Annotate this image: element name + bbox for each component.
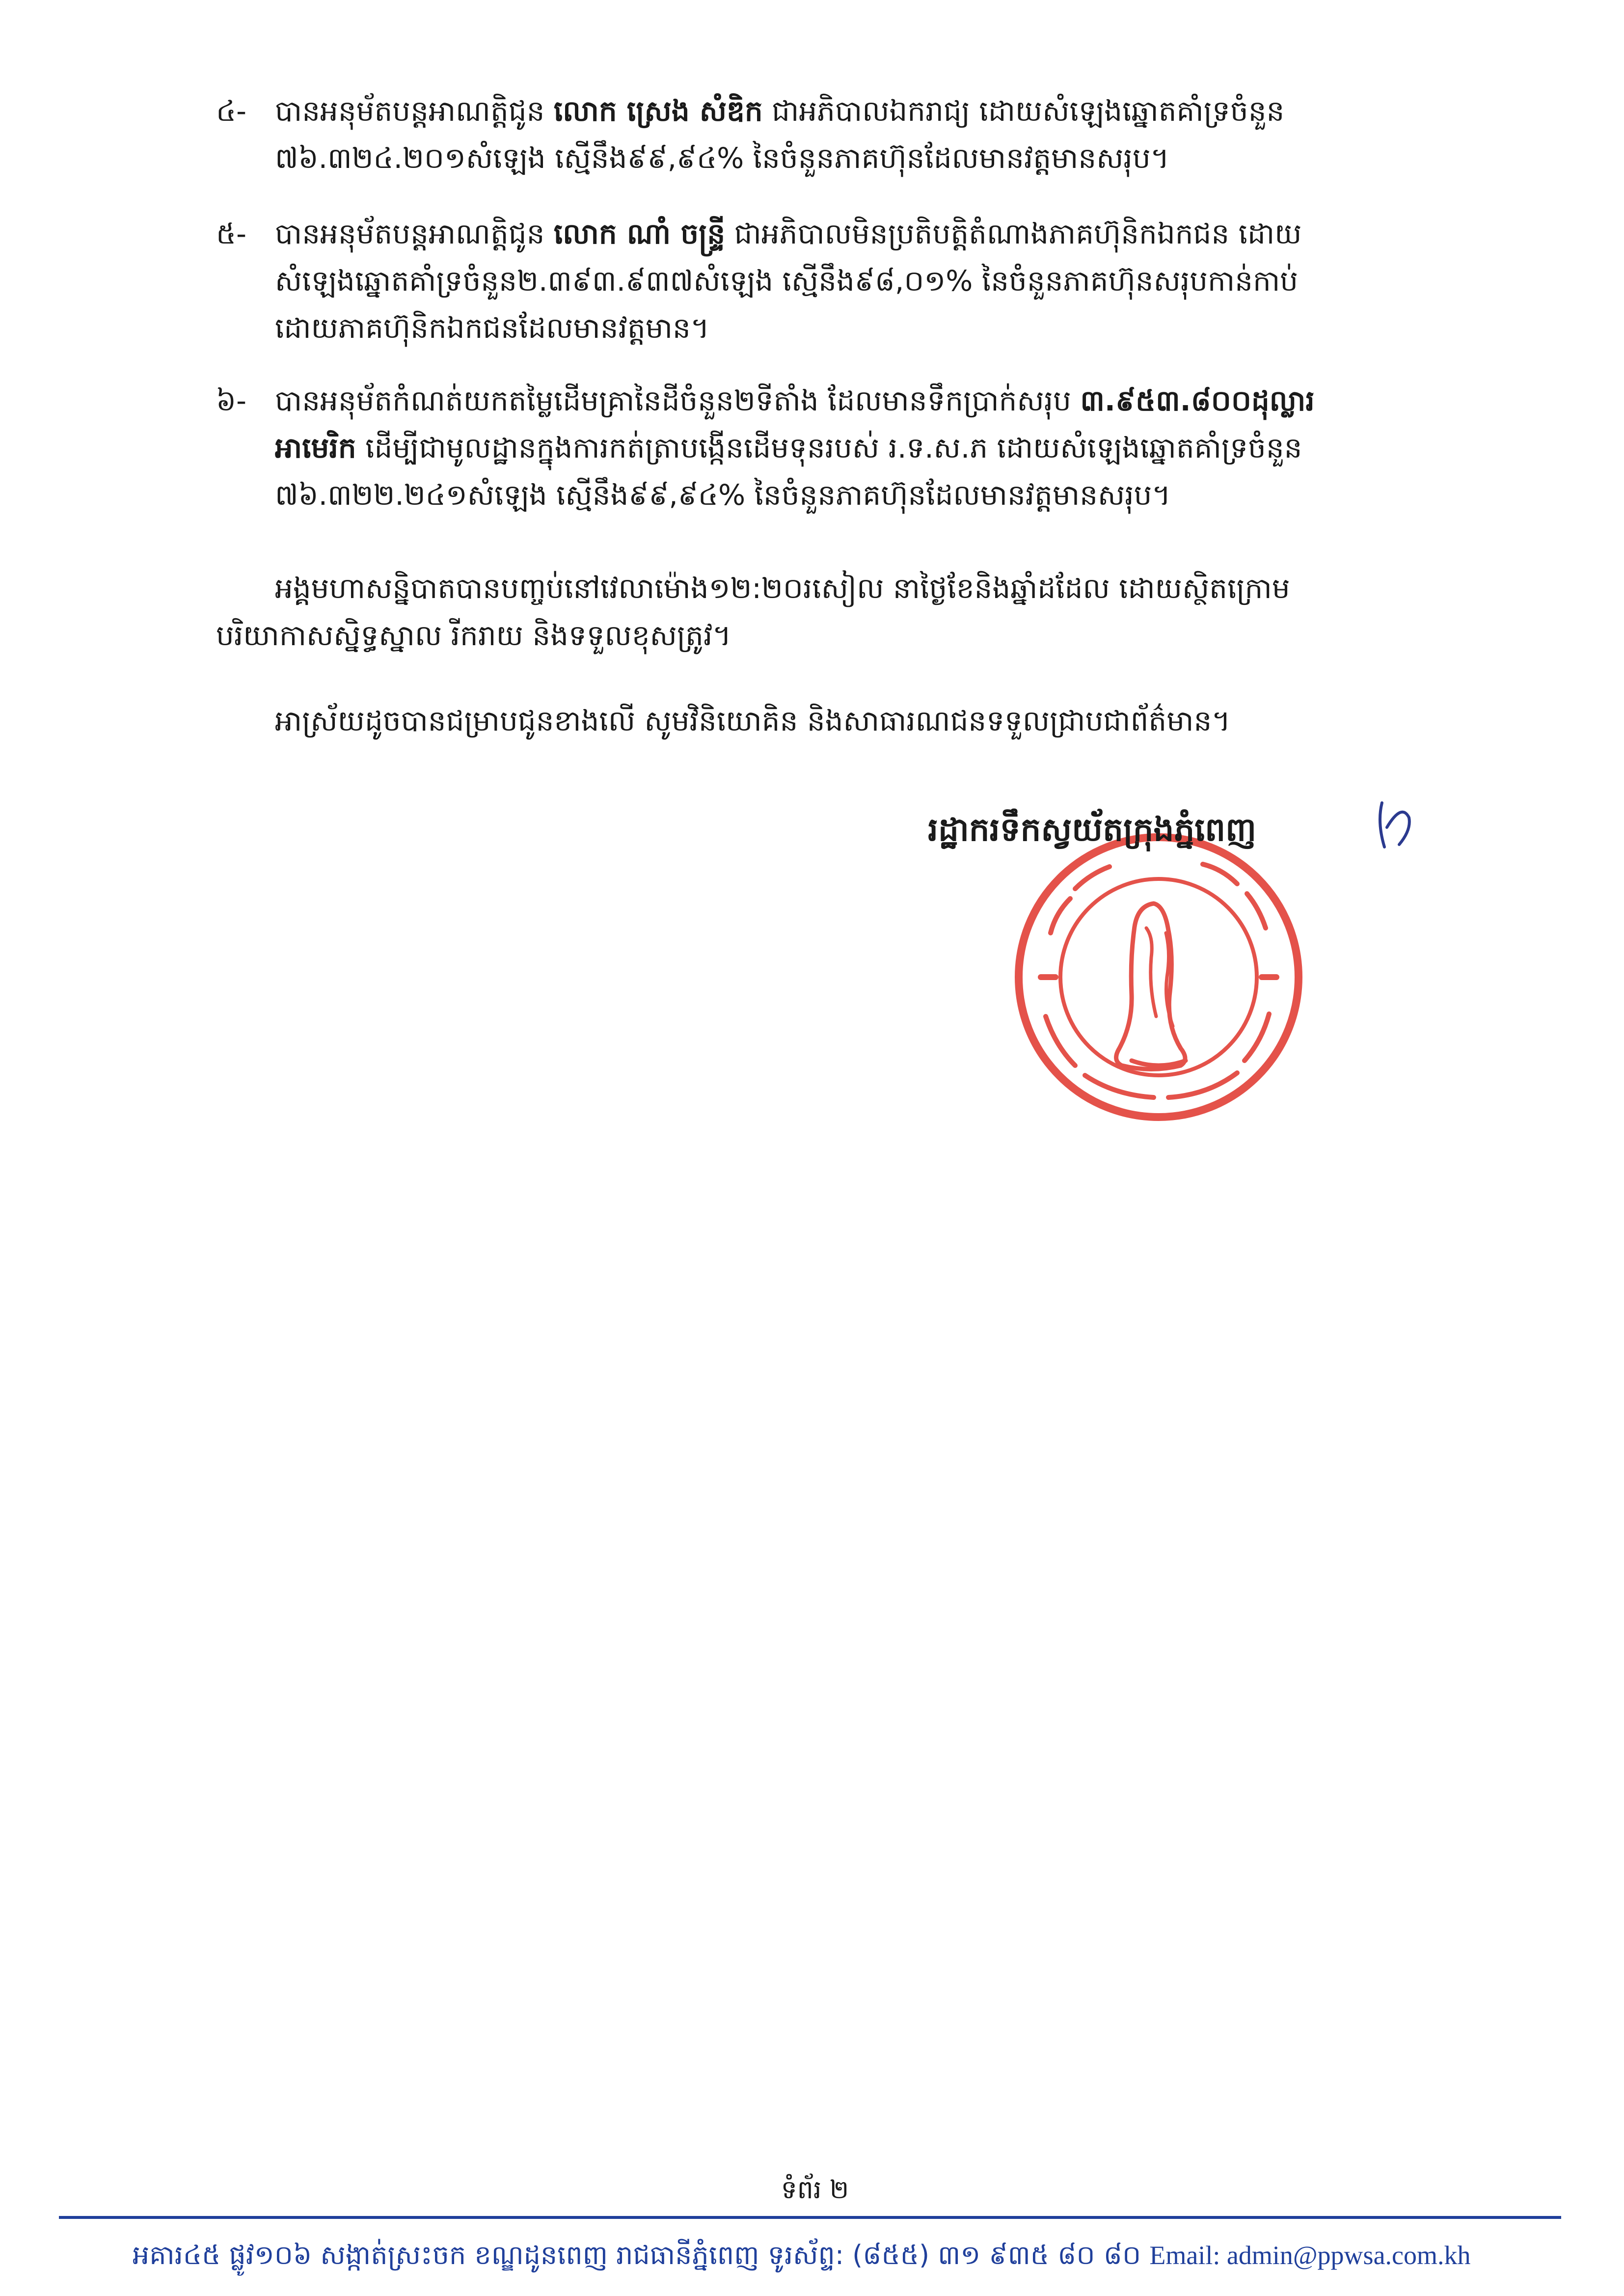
footer-address: អគារ៤៥ ផ្លូវ១០៦ សង្កាត់ស្រះចក ខណ្ឌដូនពេញ រាជធានីភ្នំពេញ ទូរស័ព្ទ: (៨៥៥) ៣១ ៩៣៥ ៨០ ៨០: [133, 2240, 1141, 2270]
text-segment: ដោយភាគហ៊ុនិកឯកជនដែលមានវត្តមាន។: [275, 311, 710, 345]
bold-text: អាមេរិក: [275, 431, 356, 465]
bold-text: លោក ស្រេង សំឌិក: [553, 94, 763, 128]
item-line: [275, 471, 1561, 519]
item-line: [275, 135, 1561, 182]
item-line: [275, 87, 1561, 135]
notice-paragraph: [216, 697, 1561, 744]
item-line: [275, 210, 1561, 257]
text-segment: ជាអភិបាលឯករាជ្យ ដោយសំឡេងឆ្នោតគាំទ្រចំនួន: [762, 94, 1285, 128]
text-segment: បានអនុម័តបន្តអាណត្តិជូន: [275, 94, 554, 128]
organization-signature: រដ្ឋាករទឹកស្វយ័តក្រុងភ្នំពេញ: [928, 811, 1257, 848]
item-line: [275, 424, 1561, 471]
resolution-item-5: [216, 210, 1561, 352]
closing-paragraph: [216, 565, 1561, 659]
text-segment: ជាអភិបាលមិនប្រតិបត្តិតំណាងភាគហ៊ុនិកឯកជន ដោយ: [725, 217, 1302, 250]
bold-text: ៣.៩៥៣.៨០០ដុល្លារ: [1080, 384, 1315, 417]
item-text: [275, 87, 1561, 182]
text-segment: ដើម្បីជាមូលដ្ឋានក្នុងការកត់ត្រាបង្កើនដើមទុនរបស់ រ.ទ.ស.ភ ដោយសំឡេងឆ្នោតគាំទ្រចំនួន: [356, 431, 1302, 465]
text-segment: បានអនុម័តកំណត់យកតម្លៃដើមគ្រានៃដីចំនួន២ទីតាំង ដែលមានទឹកប្រាក់សរុប: [275, 384, 1081, 417]
footer-email: Email: admin@ppwsa.com.kh: [1149, 2241, 1471, 2270]
footer: [133, 2236, 1556, 2275]
text-segment: ៧៦.៣២២.២៤១សំឡេង ស្មើនឹង៩៩,៩៤% នៃចំនួនភាគហ៊ុនដែលមានវត្តមានសរុប។: [275, 478, 1171, 512]
item-number: ៤-: [216, 94, 246, 128]
item-number: ៥-: [216, 217, 246, 250]
text-segment: បានអនុម័តបន្តអាណត្តិជូន: [275, 217, 554, 250]
resolution-item-6: [216, 377, 1561, 519]
official-seal: [997, 830, 1321, 1124]
footer-divider: [59, 2216, 1561, 2219]
handwritten-signature: [1375, 798, 1414, 852]
resolution-item-4: [216, 87, 1561, 182]
bold-text: លោក ណាំ ចន្ទ្រី: [553, 217, 726, 250]
item-line: [275, 257, 1561, 304]
item-number: ៦-: [216, 384, 246, 417]
item-text: [275, 377, 1561, 519]
item-line: [275, 377, 1561, 424]
item-line: [275, 304, 1561, 352]
item-text: [275, 210, 1561, 352]
notice-line: អាស្រ័យដូចបានជម្រាបជូនខាងលើ សូមវិនិយោគិន និងសាធារណជនទទួលជ្រាបជាព័ត៌មាន។: [275, 704, 1231, 738]
page-number: ទំព័រ ២: [781, 2175, 849, 2205]
text-segment: ៧៦.៣២៤.២០១សំឡេង ស្មើនឹង៩៩,៩៤% នៃចំនួនភាគហ៊ុនដែលមានវត្តមានសរុប។: [275, 141, 1169, 175]
closing-line-1: អង្គមហាសន្និបាតបានបញ្ចប់នៅវេលាម៉ោង១២:២០រសៀល នាថ្ងៃខែនិងឆ្នាំដដែល ដោយស្ថិតក្រោម: [275, 572, 1290, 605]
text-segment: សំឡេងឆ្នោតគាំទ្រចំនួន២.៣៩៣.៩៣៧សំឡេង ស្មើនឹង៩៨,០១% នៃចំនួនភាគហ៊ុនសរុបកាន់កាប់: [275, 264, 1299, 298]
closing-line-2: បរិយាកាសស្និទ្ធស្នាល រីករាយ និងទទួលខុសត្រូវ។: [216, 619, 731, 652]
